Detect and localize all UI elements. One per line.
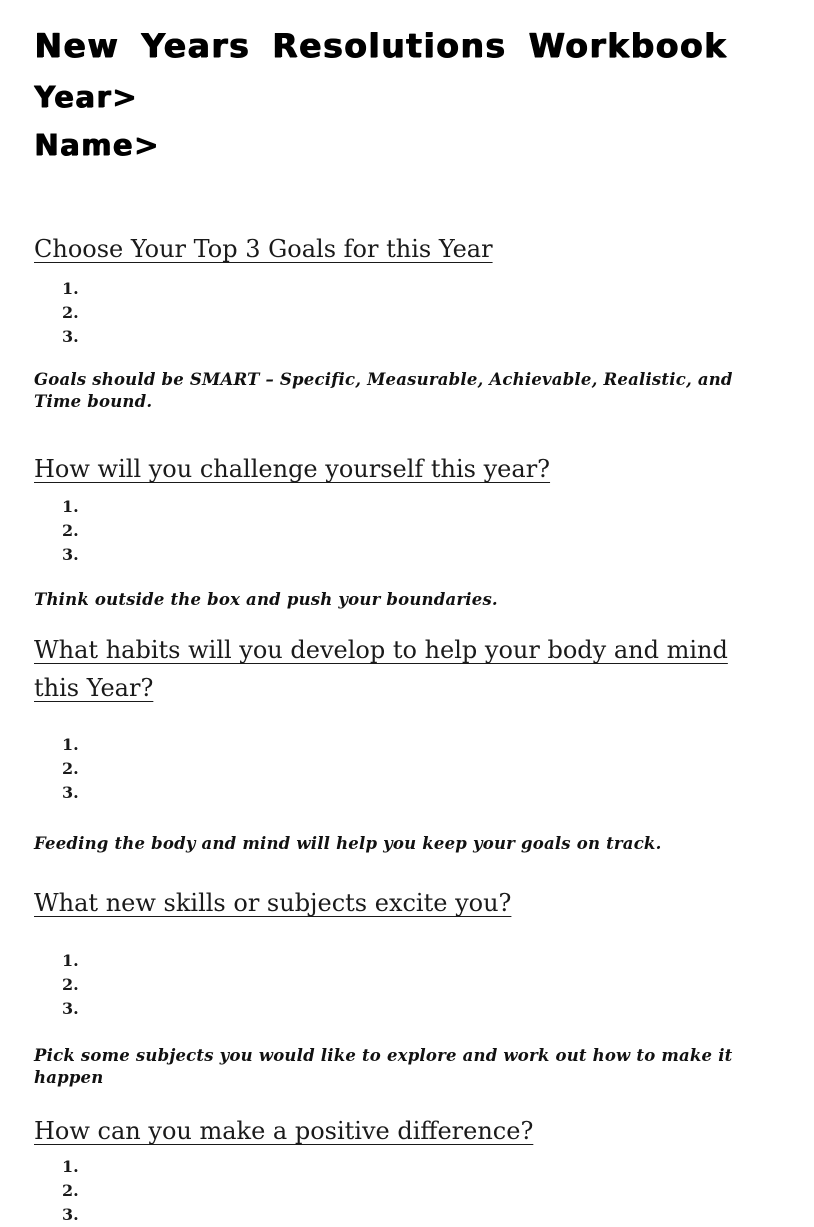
section-goals — [34, 233, 774, 413]
list-item-number: 3. — [62, 783, 79, 802]
section-skills — [34, 887, 774, 1089]
numbered-list — [34, 1155, 774, 1227]
list-item-number: 1. — [62, 951, 79, 970]
section-heading: What new skills or subjects excite you? — [34, 889, 512, 917]
section-habits — [34, 631, 774, 855]
list-item-number: 1. — [62, 279, 79, 298]
list-item-number: 2. — [62, 975, 79, 994]
list-item-number: 3. — [62, 327, 79, 346]
numbered-list — [34, 733, 774, 805]
numbered-list — [34, 277, 774, 349]
section-note: Goals should be SMART – Specific, Measurable, Achievable, Realistic, and Time bound. — [34, 370, 733, 411]
section-heading: How can you make a positive difference? — [34, 1117, 534, 1145]
section-heading: How will you challenge yourself this year? — [34, 455, 551, 483]
page-title: New Years Resolutions Workbook — [34, 26, 728, 65]
list-item-number: 1. — [62, 735, 79, 754]
section-note: Pick some subjects you would like to explore and work out how to make it happen — [34, 1046, 733, 1087]
section-note: Think outside the box and push your boundaries. — [34, 590, 498, 609]
section-heading: Choose Your Top 3 Goals for this Year — [34, 235, 493, 263]
list-item-number: 2. — [62, 303, 79, 322]
numbered-list — [34, 495, 774, 567]
year-prompt: Year> — [34, 80, 138, 114]
list-item-number: 2. — [62, 521, 79, 540]
list-item-number: 3. — [62, 999, 79, 1018]
section-challenge — [34, 453, 774, 611]
section-note: Feeding the body and mind will help you keep your goals on track. — [34, 834, 662, 853]
section-difference — [34, 1115, 774, 1227]
list-item-number: 3. — [62, 545, 79, 564]
list-item-number: 3. — [62, 1205, 79, 1224]
list-item-number: 1. — [62, 497, 79, 516]
list-item-number: 2. — [62, 759, 79, 778]
list-item-number: 1. — [62, 1157, 79, 1176]
list-item-number: 2. — [62, 1181, 79, 1200]
section-heading: What habits will you develop to help your body and mind this Year? — [34, 636, 728, 702]
name-prompt: Name> — [34, 128, 160, 162]
numbered-list — [34, 949, 774, 1021]
